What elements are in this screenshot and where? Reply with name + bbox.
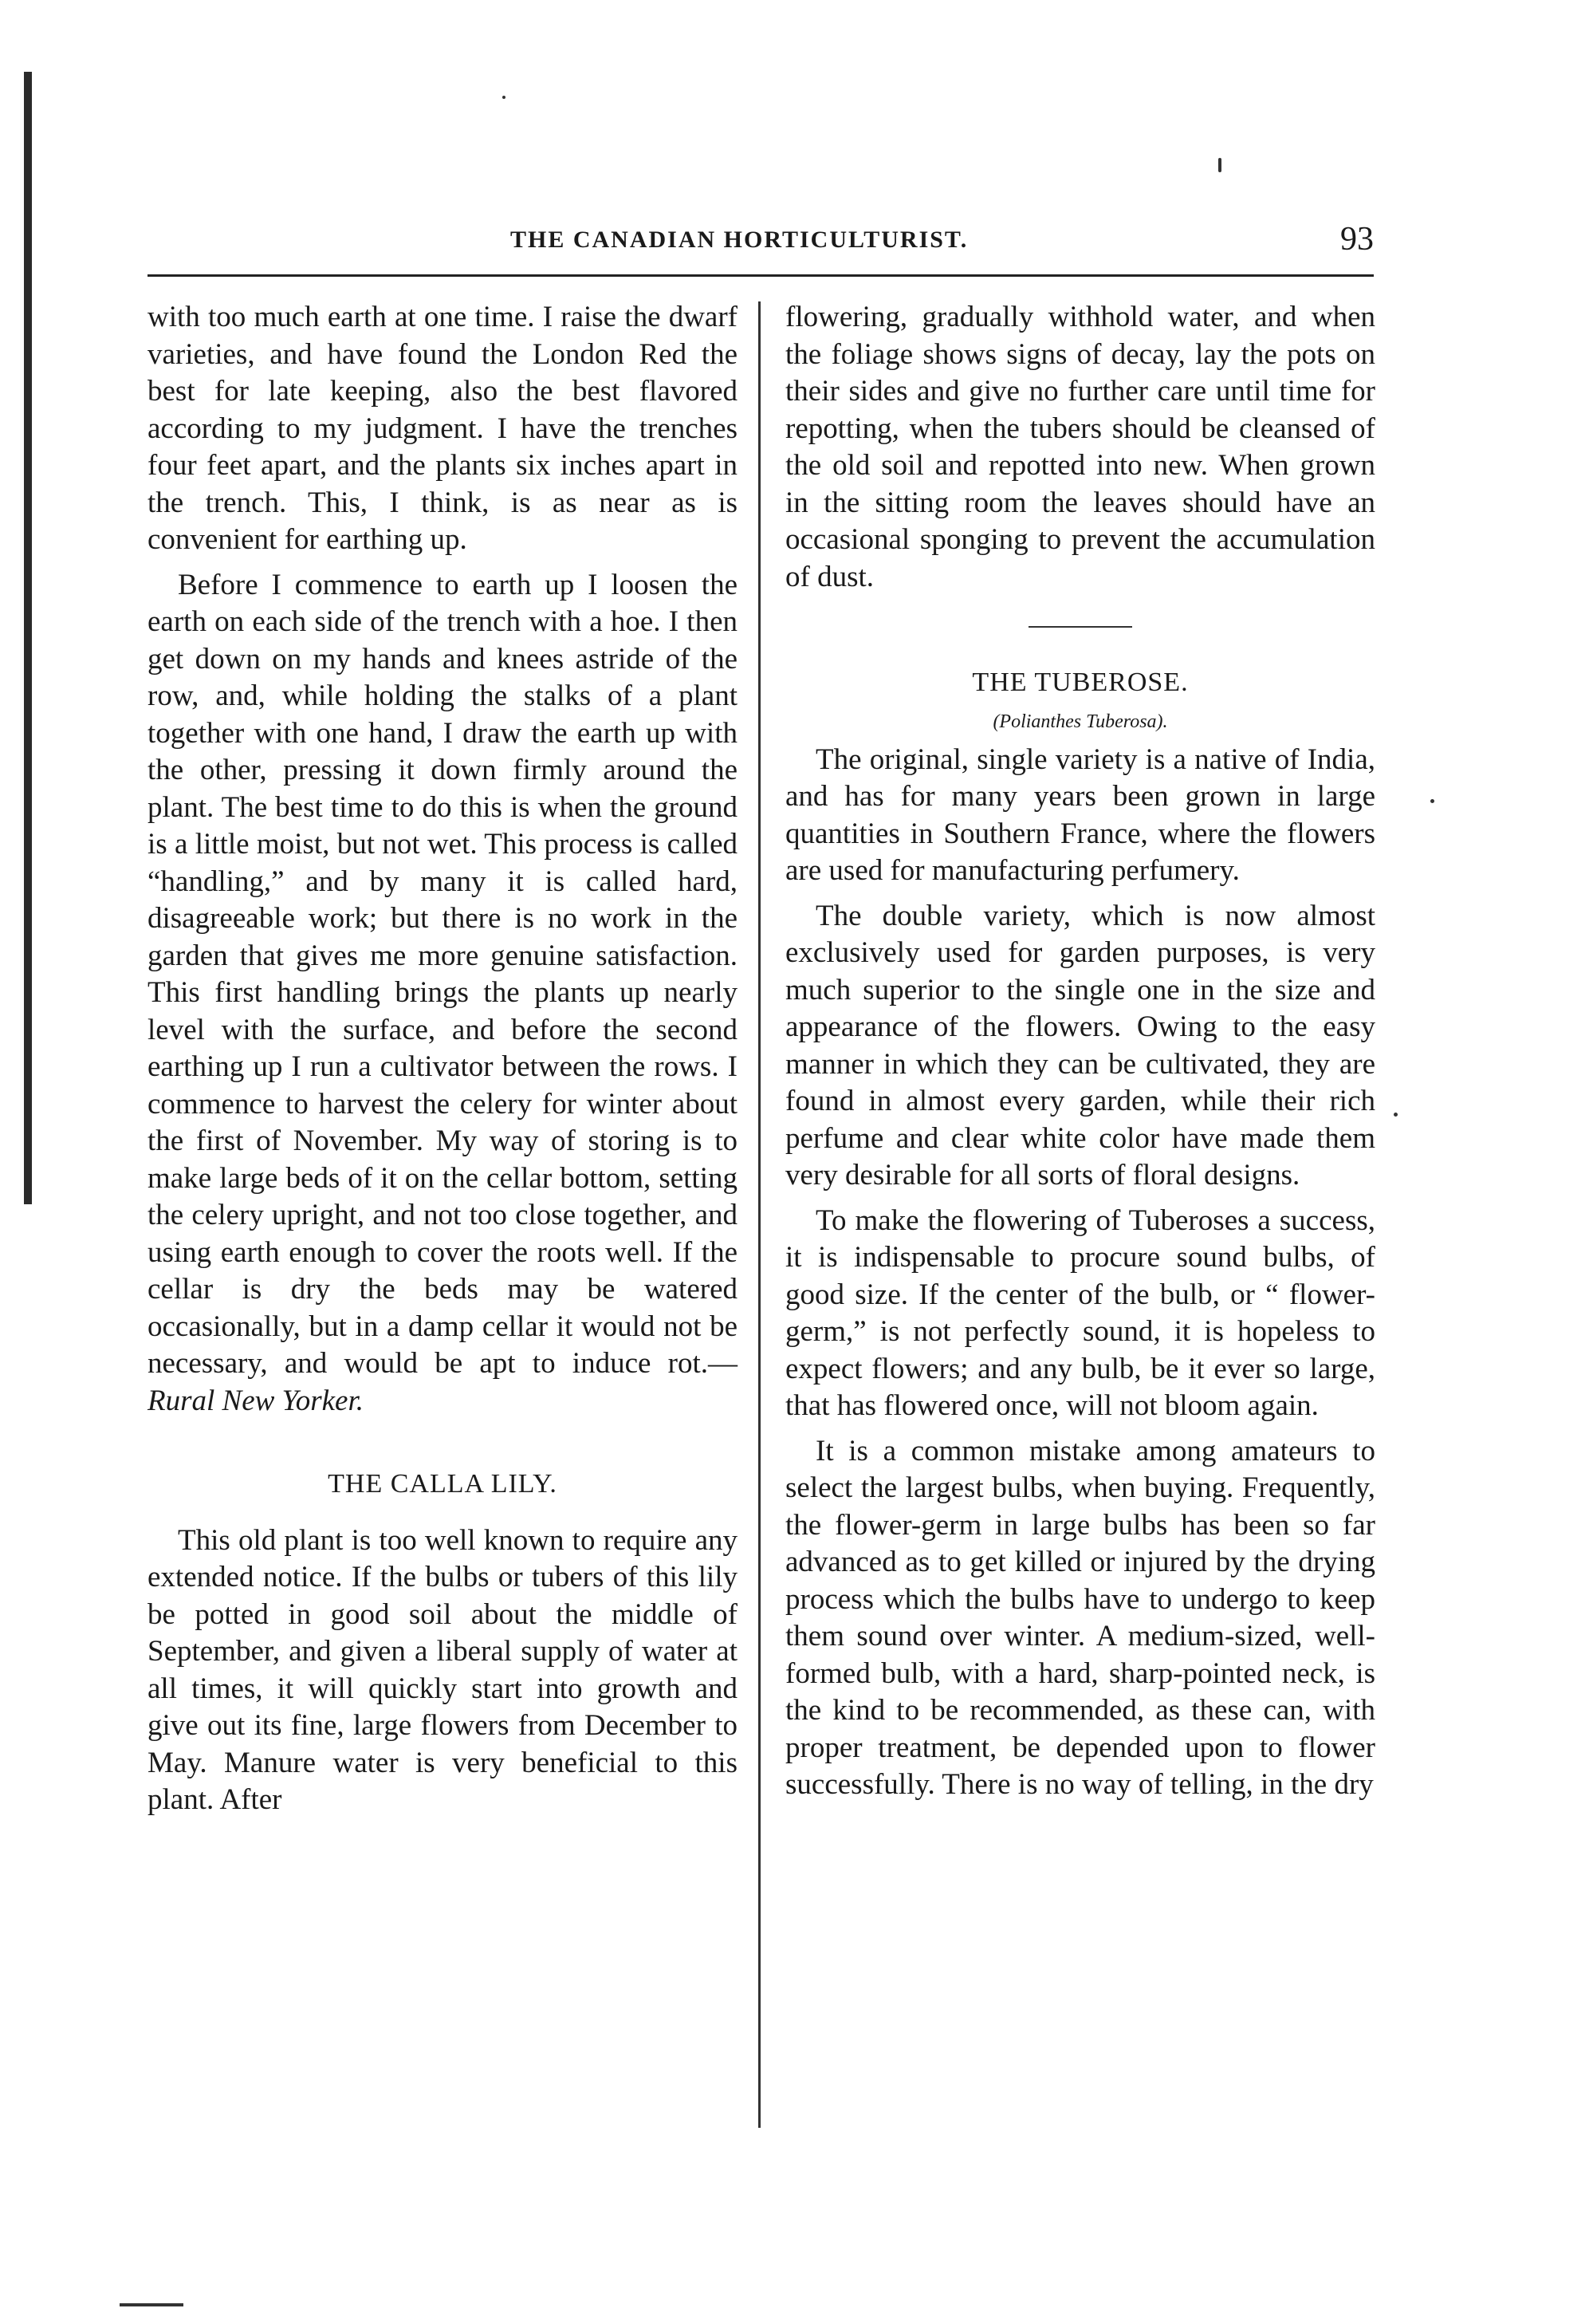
- paragraph: It is a common mistake among amateurs to select the largest bulbs, when buying. Frequently, the flower-germ in large bulbs has been so far advanced as to get killed or injured by the drying process which the bulbs have to undergo to keep them sound over winter. A medium-sized, well-formed bulb, with a hard, sharp-pointed neck, is the kind to be recommended, as these can, with proper treatment, be depended upon to flower successfully. There is no way of telling, in the dry: [785, 1434, 1375, 1801]
- paragraph-text: Before I commence to earth up I loosen the earth on each side of the trench with a hoe. I then get down on my hands and knees astride of the row, and, while holding the stalks of a plant together with one hand, I draw the earth up with the other, pressing it down firmly around the plant. The best time to do this is when the ground is a little moist, but not wet. This process is called “handling,” and by many it is called hard, disagreeable work; but there is no work in the garden that gives me more genuine satisfaction. This first handling brings the plants up nearly level with the surface, and before the second earthing up I run a cultivator between the rows. I commence to harvest the celery for winter about the first of November. My way of storing is to make large beds of it on the cellar bottom, setting the celery upright, and not too close together, and using earth enough to cover the roots well. If the cellar is dry the beds may be watered occasionally, but in a damp cellar it would not be necessary, and would be apt to induce rot.—: [148, 568, 738, 1380]
- paragraph: This old plant is too well known to require any extended notice. If the bulbs or tubers of this lily be potted in good soil about the middle of September, and given a liberal supply of water at all times, it will quickly start into growth and give out its fine, large flowers from December to May. Manure water is very beneficial to this plant. After: [148, 1523, 738, 1816]
- scan-edge-mark: [120, 2303, 183, 2306]
- left-column: [148, 299, 738, 1827]
- section-divider: [1029, 626, 1132, 628]
- scan-speck: [1218, 158, 1221, 172]
- header-rule: [148, 274, 1374, 277]
- binding-edge-shadow: [24, 72, 32, 1204]
- scan-speck: [1394, 1113, 1398, 1117]
- paragraph: The double variety, which is now almost exclusively used for garden purposes, is very much superior to the single one in the size and appearance of the flowers. Owing to the easy manner in which they can be cultivated, they are found in almost every garden, while their rich perfume and clear white color have made them very desirable for all sorts of floral designs.: [785, 899, 1375, 1192]
- paragraph: The original, single variety is a native of India, and has for many years been grown in large quantities in Southern France, where the flowers are used for manufacturing perfumery.: [785, 742, 1375, 887]
- section-subtitle-botanical-name: (Polianthes Tuberosa).: [993, 711, 1168, 732]
- scan-speck: [502, 96, 505, 99]
- column-divider: [758, 301, 761, 2128]
- paragraph: To make the flowering of Tuberoses a success, it is indispensable to procure sound bulbs, of good size. If the center of the bulb, or “ flower-germ,” is not perfectly sound, it is hopeless to expect flowers; and any bulb, be it ever so large, that has flowered once, will not bloom again.: [785, 1203, 1375, 1422]
- page-number: 93: [1340, 221, 1374, 258]
- running-head: THE CANADIAN HORTICULTURIST.: [510, 226, 969, 253]
- scan-speck: [1430, 799, 1434, 803]
- section-title-tuberose: THE TUBEROSE.: [972, 668, 1189, 697]
- section-title-calla-lily: THE CALLA LILY.: [328, 1469, 557, 1499]
- source-credit: Rural New Yorker.: [148, 1384, 364, 1417]
- paragraph: with too much earth at one time. I raise the dwarf varieties, and have found the London Red the best for late keeping, also the best flavored according to my judgment. I have the trenches four feet apart, and the plants six inches apart in the trench. This, I think, is as near as is convenient for earthing up.: [148, 301, 738, 556]
- paragraph: flowering, gradually withhold water, and when the foliage shows signs of decay, lay the pots on their sides and give no further care until time for repotting, when the tubers should be cleansed of the old soil and repotted into new. When grown in the sitting room the leaves should have an occasional sponging to prevent the accumulation of dust.: [785, 301, 1375, 593]
- page-header: [148, 217, 1374, 266]
- section-spacer: [148, 1428, 738, 1466]
- right-column: [785, 299, 1375, 1812]
- paragraph: [148, 567, 738, 1420]
- section-spacer: [148, 1511, 738, 1522]
